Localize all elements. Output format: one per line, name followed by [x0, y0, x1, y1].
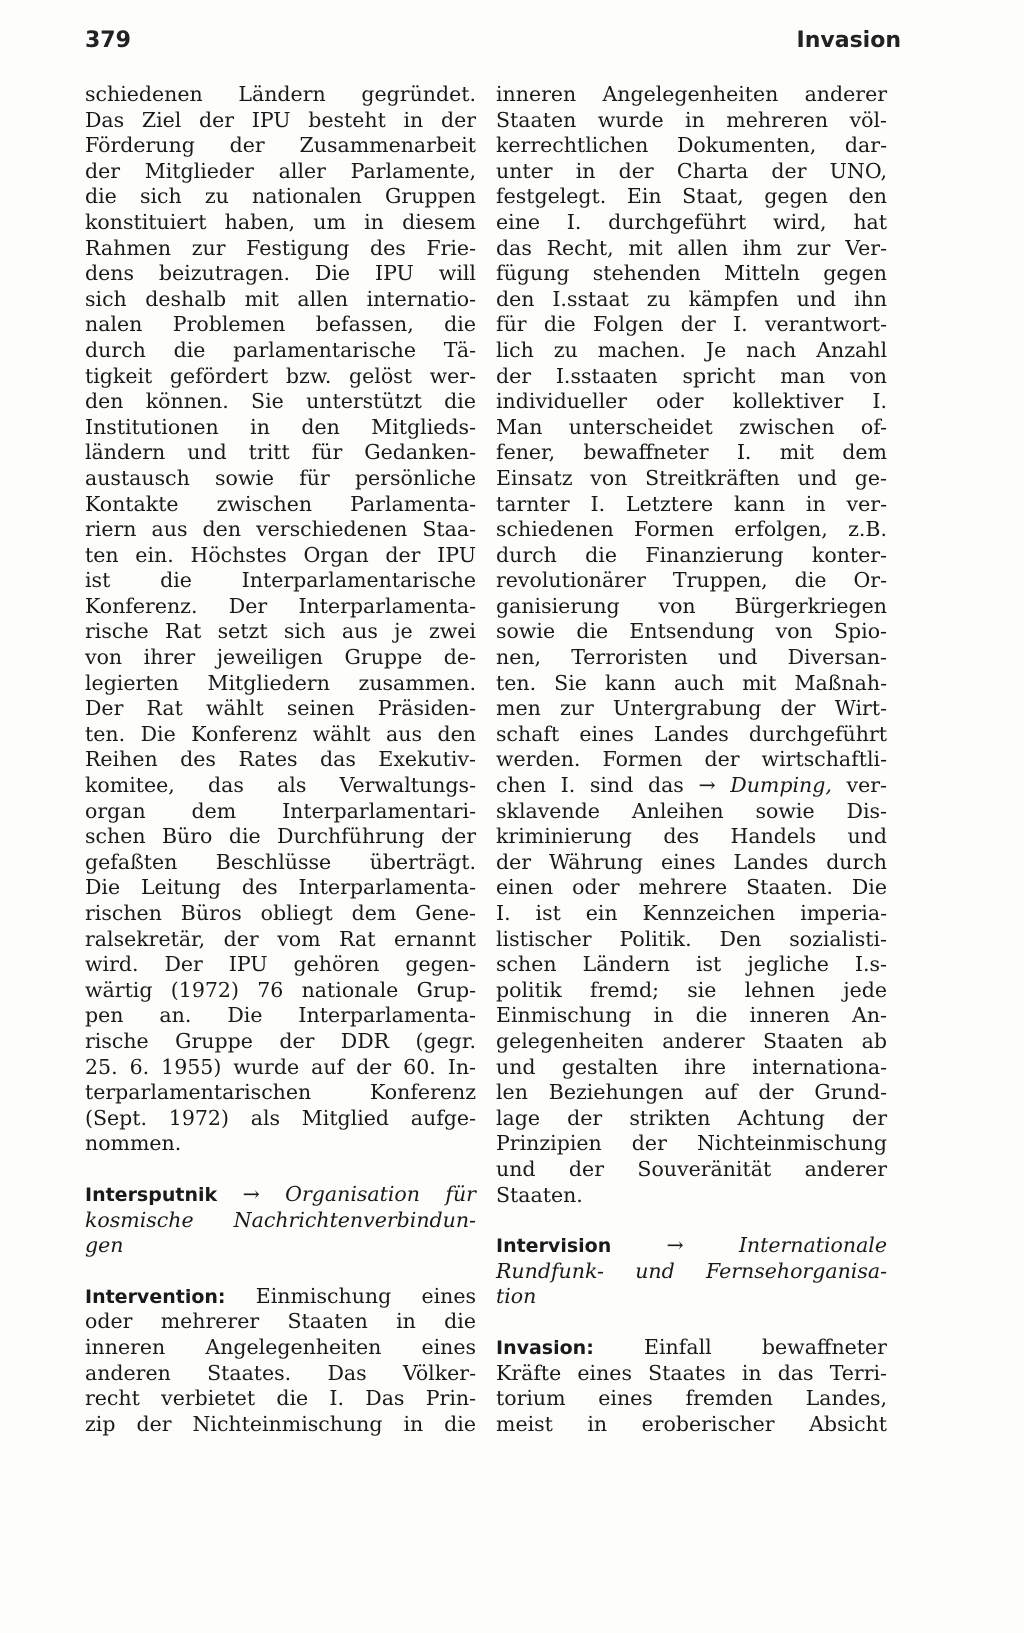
body-text-line: der Währung eines Landes durch	[496, 849, 887, 874]
body-text-line: listischer Politik. Den sozialisti-	[496, 926, 887, 951]
body-text-line: len Beziehungen auf der Grund-	[496, 1080, 887, 1105]
body-text-line: ländern und tritt für Gedanken-	[85, 440, 476, 465]
entry-text: Einmischung eines	[255, 1283, 476, 1308]
body-text-line: tigkeit gefördert bzw. gelöst wer-	[85, 363, 476, 388]
body-text-line: zip der Nichteinmischung in die	[85, 1411, 476, 1436]
body-text-line: Institutionen in den Mitglieds-	[85, 414, 476, 439]
body-text-line: der Mitglieder aller Parlamente,	[85, 158, 476, 183]
body-text-line: komitee, das als Verwaltungs-	[85, 773, 476, 798]
body-text-line: Prinzipien der Nichteinmischung	[496, 1131, 887, 1156]
body-text-line: für die Folgen der I. verantwort-	[496, 312, 887, 337]
body-text-line: I. ist ein Kennzeichen imperia-	[496, 901, 887, 925]
body-text-line: men zur Untergrabung der Wirt-	[496, 696, 887, 721]
text-fragment: chen I. sind das	[496, 773, 699, 798]
body-text-line: ist die Interparlamentarische	[85, 568, 476, 593]
body-text-line	[496, 773, 887, 799]
body-text-line: ten. Die Konferenz wählt aus den	[85, 721, 476, 746]
body-text-line: Konferenz. Der Interparlamenta-	[85, 593, 476, 618]
body-text-line: schen Ländern ist jegliche I.s-	[496, 952, 887, 977]
body-text-line: oder mehrerer Staaten in die	[85, 1309, 476, 1334]
body-text-line: sklavende Anleihen sowie Dis-	[496, 798, 887, 823]
body-text-line: pen an. Die Interparlamenta-	[85, 1003, 476, 1028]
body-text-line: rischen Büros obliegt dem Gene-	[85, 901, 476, 925]
body-text-line: Kräfte eines Staates in das Terri-	[496, 1360, 887, 1385]
body-text-line: dens beizutragen. Die IPU will	[85, 261, 476, 286]
body-text-line: terparlamentarischen Konferenz	[85, 1080, 476, 1105]
body-text-line: ten. Sie kann auch mit Maßnah-	[496, 670, 887, 695]
body-text-line: riern aus den verschiedenen Staa-	[85, 517, 476, 542]
page-number: 379	[85, 28, 131, 53]
body-text-line: einen oder mehrere Staaten. Die	[496, 875, 887, 900]
cross-ref-text: gen	[85, 1233, 124, 1258]
body-text-line: schiedenen Ländern gegründet.	[85, 82, 476, 106]
body-text-line: schen Büro die Durchführung der	[85, 824, 476, 849]
cross-ref-arrow: →	[242, 1181, 260, 1206]
body-text-line: tarnter I. Letztere kann in ver-	[496, 491, 887, 516]
body-text-line: ganisierung von Bürgerkriegen	[496, 593, 887, 618]
intervention-continuation	[496, 82, 887, 773]
entry-term: Intervision	[496, 1235, 612, 1258]
body-text-line: unter in der Charta der UNO,	[496, 158, 887, 183]
entry-text: Einfall bewaffneter	[644, 1334, 887, 1359]
body-text-line: inneren Angelegenheiten anderer	[496, 82, 887, 106]
body-text-line: nen, Terroristen und Diversan-	[496, 645, 887, 670]
body-text-line: festgelegt. Ein Staat, gegen den	[496, 184, 887, 209]
body-text-line: Staaten wurde in mehreren völ-	[496, 107, 887, 132]
body-text-line: individueller oder kollektiver I.	[496, 389, 887, 414]
body-text-line: Kontakte zwischen Parlamenta-	[85, 491, 476, 516]
body-text-line: meist in eroberischer Absicht	[496, 1411, 887, 1436]
body-text-line: schaft eines Landes durchgeführt	[496, 721, 887, 746]
right-column	[496, 82, 887, 1437]
body-text-line: durch die Finanzierung konter-	[496, 542, 887, 567]
body-text-line: Man unterscheidet zwischen of-	[496, 414, 887, 439]
body-text-line: Die Leitung des Interparlamenta-	[85, 875, 476, 900]
body-text-line: ten ein. Höchstes Organ der IPU	[85, 542, 476, 567]
body-text-line: Rahmen zur Festigung des Frie-	[85, 235, 476, 260]
entry-term: Invasion:	[496, 1336, 594, 1359]
body-text-line: revolutionärer Truppen, die Or-	[496, 568, 887, 593]
body-text-line: gelegenheiten anderer Staaten ab	[496, 1028, 887, 1053]
cross-ref-arrow: →	[666, 1233, 684, 1258]
body-text-line: Staaten.	[496, 1182, 583, 1207]
body-text-line: recht verbietet die I. Das Prin-	[85, 1386, 476, 1411]
body-text-line: fener, bewaffneter I. mit dem	[496, 440, 887, 465]
ipu-entry-continuation	[85, 82, 476, 1157]
body-text-line: wird. Der IPU gehören gegen-	[85, 952, 476, 977]
entry-intervision	[496, 1233, 887, 1310]
body-text-line: sowie die Entsendung von Spio-	[496, 619, 887, 644]
body-text-line: von ihrer jeweiligen Gruppe de-	[85, 645, 476, 670]
body-text-line: das Recht, mit allen ihm zur Ver-	[496, 235, 887, 260]
body-text-line: austausch sowie für persönliche	[85, 465, 476, 490]
entry-term: Intervention:	[85, 1285, 226, 1308]
body-text-line: nalen Problemen befassen, die	[85, 312, 476, 337]
body-text-line: schiedenen Formen erfolgen, z.B.	[496, 517, 887, 542]
body-text-line: 25. 6. 1955) wurde auf der 60. In-	[85, 1054, 476, 1079]
body-text-line: politik fremd; sie lehnen jede	[496, 977, 887, 1002]
cross-ref-text: Dumping,	[730, 773, 832, 798]
body-text-line: der I.sstaaten spricht man von	[496, 363, 887, 388]
body-text-line: die sich zu nationalen Gruppen	[85, 184, 476, 209]
cross-ref-arrow: →	[698, 773, 716, 798]
cross-ref-text: kosmische Nachrichtenverbindun-	[85, 1207, 476, 1232]
body-text-line: organ dem Interparlamentari-	[85, 798, 476, 823]
body-text-line: kriminierung des Handels und	[496, 824, 887, 849]
entry-intersputnik	[85, 1182, 476, 1259]
body-text-line: torium eines fremden Landes,	[496, 1386, 887, 1411]
body-text-line: fügung stehenden Mitteln gegen	[496, 261, 887, 286]
body-text-line: inneren Angelegenheiten eines	[85, 1334, 476, 1359]
entry-term: Intersputnik	[85, 1183, 218, 1206]
entry-intervention	[85, 1284, 476, 1438]
body-text-line: eine I. durchgeführt wird, hat	[496, 209, 887, 234]
entry-invasion	[496, 1335, 887, 1437]
body-text-line: werden. Formen der wirtschaftli-	[496, 747, 887, 772]
running-head: Invasion	[796, 28, 901, 53]
cross-ref-text: Organisation für	[285, 1181, 476, 1206]
body-text-line: nommen.	[85, 1131, 182, 1156]
body-text-line: rische Gruppe der DDR (gegr.	[85, 1028, 476, 1053]
body-text-line: Das Ziel der IPU besteht in der	[85, 107, 476, 132]
text-fragment: ver-	[831, 773, 887, 798]
cross-ref-text: tion	[496, 1284, 537, 1309]
body-text-line: den I.sstaat zu kämpfen und ihn	[496, 286, 887, 311]
cross-ref-text: Rundfunk- und Fernsehorganisa-	[496, 1258, 887, 1283]
body-text-line: Reihen des Rates das Exekutiv-	[85, 747, 476, 772]
body-text-line: wärtig (1972) 76 nationale Grup-	[85, 977, 476, 1002]
body-text-line: ralsekretär, der vom Rat ernannt	[85, 926, 476, 951]
body-text-line: den können. Sie unterstützt die	[85, 389, 476, 414]
body-text-line: kerrechtlichen Dokumenten, dar-	[496, 133, 887, 158]
body-text-line: und der Souveränität anderer	[496, 1156, 887, 1181]
body-text-line: sich deshalb mit allen internatio-	[85, 286, 476, 311]
body-text-line: lich zu machen. Je nach Anzahl	[496, 337, 887, 362]
cross-ref-text: Internationale	[738, 1233, 887, 1258]
body-text-line: und gestalten ihre internationa-	[496, 1054, 887, 1079]
body-text-line: legierten Mitgliedern zusammen.	[85, 670, 476, 695]
body-text-line: durch die parlamentarische Tä-	[85, 337, 476, 362]
left-column	[85, 82, 476, 1437]
body-text-line: Einsatz von Streitkräften und ge-	[496, 465, 887, 490]
body-text-line: Der Rat wählt seinen Präsiden-	[85, 696, 476, 721]
body-text-line: rische Rat setzt sich aus je zwei	[85, 619, 476, 644]
body-text-line: gefaßten Beschlüsse überträgt.	[85, 849, 476, 874]
body-text-line: Förderung der Zusammenarbeit	[85, 133, 476, 158]
body-text-line: konstituiert haben, um in diesem	[85, 209, 476, 234]
body-text-line: (Sept. 1972) als Mitglied aufge-	[85, 1105, 476, 1130]
body-text-line: anderen Staates. Das Völker-	[85, 1360, 476, 1385]
intervention-continuation	[496, 799, 887, 1209]
body-text-line: Einmischung in die inneren An-	[496, 1003, 887, 1028]
body-text-line: lage der strikten Achtung der	[496, 1105, 887, 1130]
